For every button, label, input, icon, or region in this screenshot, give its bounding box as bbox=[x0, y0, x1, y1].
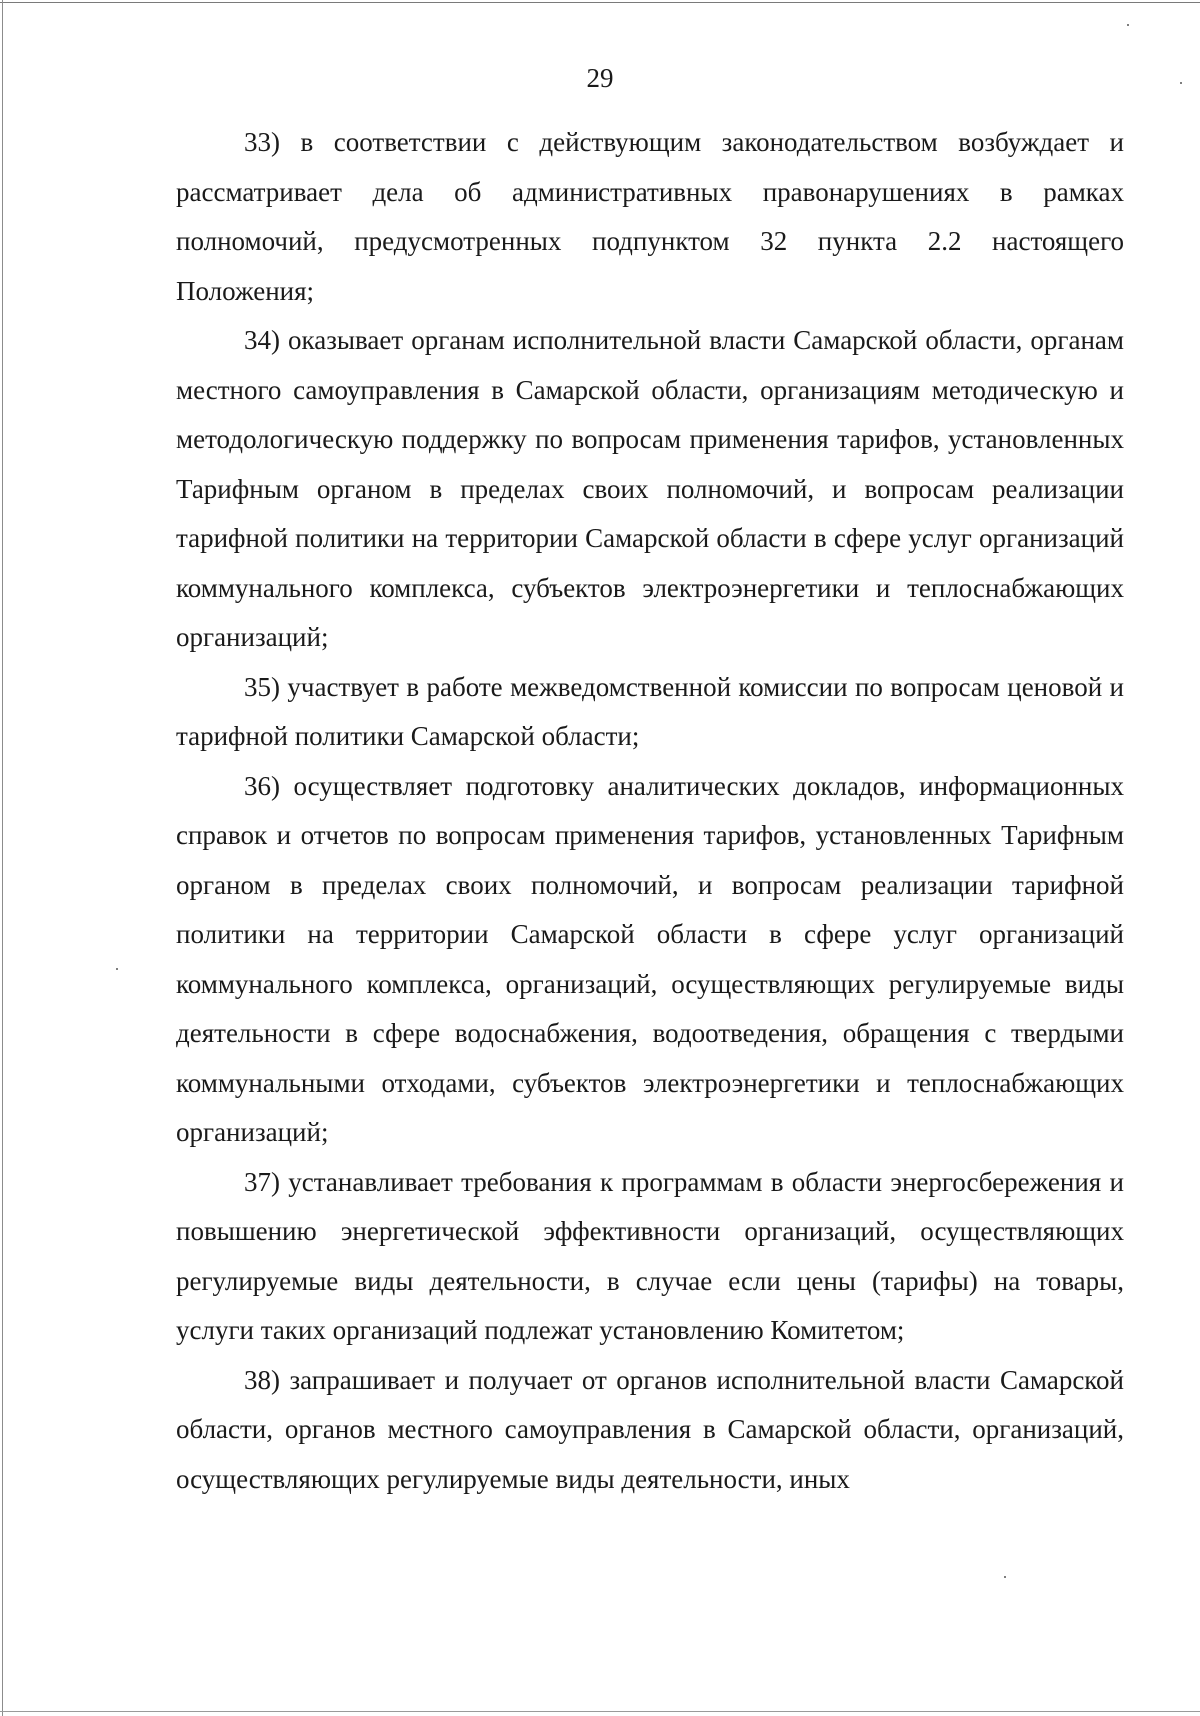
page-number: 29 bbox=[586, 63, 614, 93]
scan-edge-left bbox=[2, 0, 3, 1716]
list-item: 33) в соответствии с действующим законодательством возбуждает и рассматривает дела об административных правонарушениях в рамках полномочий, предусмотренных подпунктом 32 пункта 2.2 настоящего Положения; bbox=[176, 127, 1124, 306]
list-item: 37) устанавливает требования к программам в области энергосбережения и повышению энергетической эффективности организаций, осуществляющих регулируемые виды деятельности, в случае если цены (тарифы) на товары, услуги таких организаций подлежат установлению Комитетом; bbox=[176, 1166, 1124, 1345]
list-item: 35) участвует в работе межведомственной комиссии по вопросам ценовой и тарифной политики Самарской области; bbox=[176, 671, 1124, 751]
list-item: 38) запрашивает и получает от органов исполнительной власти Самарской области, органов местного самоуправления в Самарской области, организаций, осуществляющих регулируемые виды деятельности, иных bbox=[176, 1364, 1124, 1494]
list-item: 34) оказывает органам исполнительной власти Самарской области, органам местного самоуправления в Самарской области, организациям методическую и методологическую поддержку по вопросам применения тарифов, установленных Тарифным органом в пределах своих полномочий, и вопросам реализации тарифной политики на территории Самарской области в сфере услуг организаций коммунального комплекса, субъектов электроэнергетики и теплоснабжающих организаций; bbox=[176, 325, 1124, 652]
scan-edge-bottom bbox=[0, 1711, 1200, 1712]
scan-edge-top bbox=[0, 2, 1200, 3]
scan-speck bbox=[1127, 24, 1129, 26]
scan-speck bbox=[116, 968, 118, 970]
document-body bbox=[176, 118, 1124, 1504]
list-item: 36) осуществляет подготовку аналитических докладов, информационных справок и отчетов по вопросам применения тарифов, установленных Тарифным органом в пределах своих полномочий, и вопросам реализации тарифной политики на территории Самарской области в сфере услуг организаций коммунального комплекса, организаций, осуществляющих регулируемые виды деятельности в сфере водоснабжения, водоотведения, обращения с твердыми коммунальными отходами, субъектов электроэнергетики и теплоснабжающих организаций; bbox=[176, 770, 1124, 1147]
scan-speck bbox=[1004, 1576, 1006, 1578]
